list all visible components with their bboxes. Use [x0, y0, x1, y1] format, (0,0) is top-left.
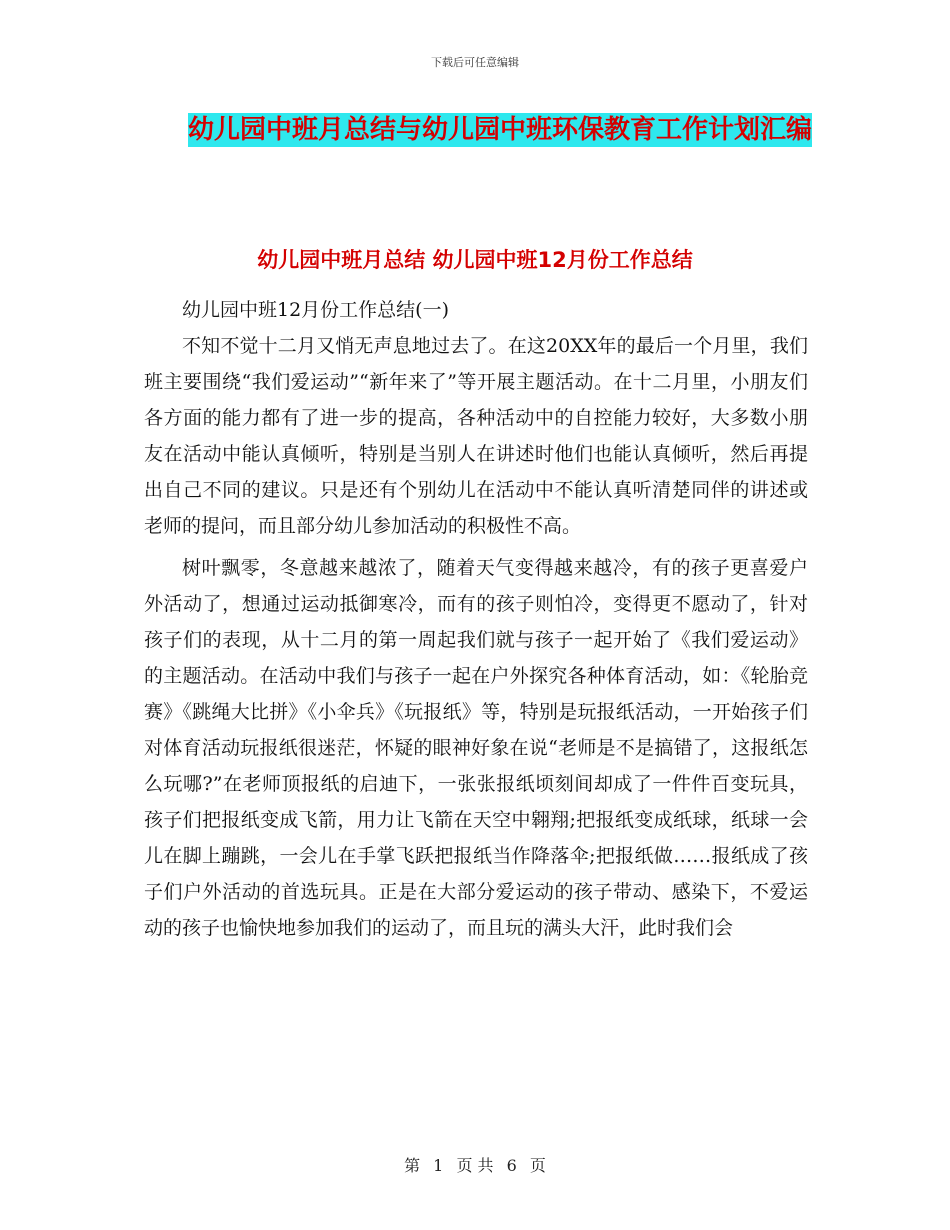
document-body — [144, 292, 808, 952]
page-footer — [0, 1153, 950, 1176]
section-title: 幼儿园中班月总结 幼儿园中班12月份工作总结 — [257, 248, 693, 272]
subheading: 幼儿园中班12月份工作总结(一) — [182, 299, 450, 321]
footer-total-pages: 6 — [506, 1156, 517, 1175]
footer-prefix: 第 — [404, 1156, 421, 1175]
footer-page-number: 1 — [433, 1156, 444, 1175]
paragraph-1: 不知不觉十二月又悄无声息地过去了。在这20XX年的最后一个月里，我们班主要围绕“我们爱运动”“新年来了”等开展主题活动。在十二月里，小朋友们各方面的能力都有了进一步的提高，各种活动中的自控能力较好，大多数小朋友在活动中能认真倾听，特别是当别人在讲述时他们也能认真倾听，然后再提出自己不同的建议。只是还有个别幼儿在活动中不能认真听清楚同伴的讲述或老师的提问，而且部分幼儿参加活动的积极性不高。 — [144, 335, 808, 537]
page-header-note: 下载后可任意编辑 — [431, 56, 519, 69]
footer-middle: 页 共 — [456, 1156, 494, 1175]
document-title-text: 幼儿园中班月总结与幼儿园中班环保教育工作计划汇编 — [187, 115, 812, 145]
document-title — [180, 108, 820, 152]
footer-suffix: 页 — [529, 1156, 546, 1175]
paragraph-2: 树叶飘零，冬意越来越浓了，随着天气变得越来越冷，有的孩子更喜爱户外活动了，想通过运动抵御寒冷，而有的孩子则怕冷，变得更不愿动了，针对孩子们的表现，从十二月的第一周起我们就与孩子一起开始了《我们爱运动》的主题活动。在活动中我们与孩子一起在户外探究各种体育活动，如：《轮胎竞赛》《跳绳大比拼》《小伞兵》《玩报纸》等，特别是玩报纸活动，一开始孩子们对体育活动玩报纸很迷茫，怀疑的眼神好象在说“老师是不是搞错了，这报纸怎么玩哪?”在老师顶报纸的启迪下，一张张报纸顷刻间却成了一件件百变玩具，孩子们把报纸变成飞箭，用力让飞箭在天空中翱翔;把报纸变成纸球，纸球一会儿在脚上蹦跳，一会儿在手掌飞跃把报纸当作降落伞;把报纸做……报纸成了孩子们户外活动的首选玩具。正是在大部分爱运动的孩子带动、感染下，不爱运动的孩子也愉快地参加我们的运动了，而且玩的满头大汗，此时我们会 — [144, 557, 808, 939]
